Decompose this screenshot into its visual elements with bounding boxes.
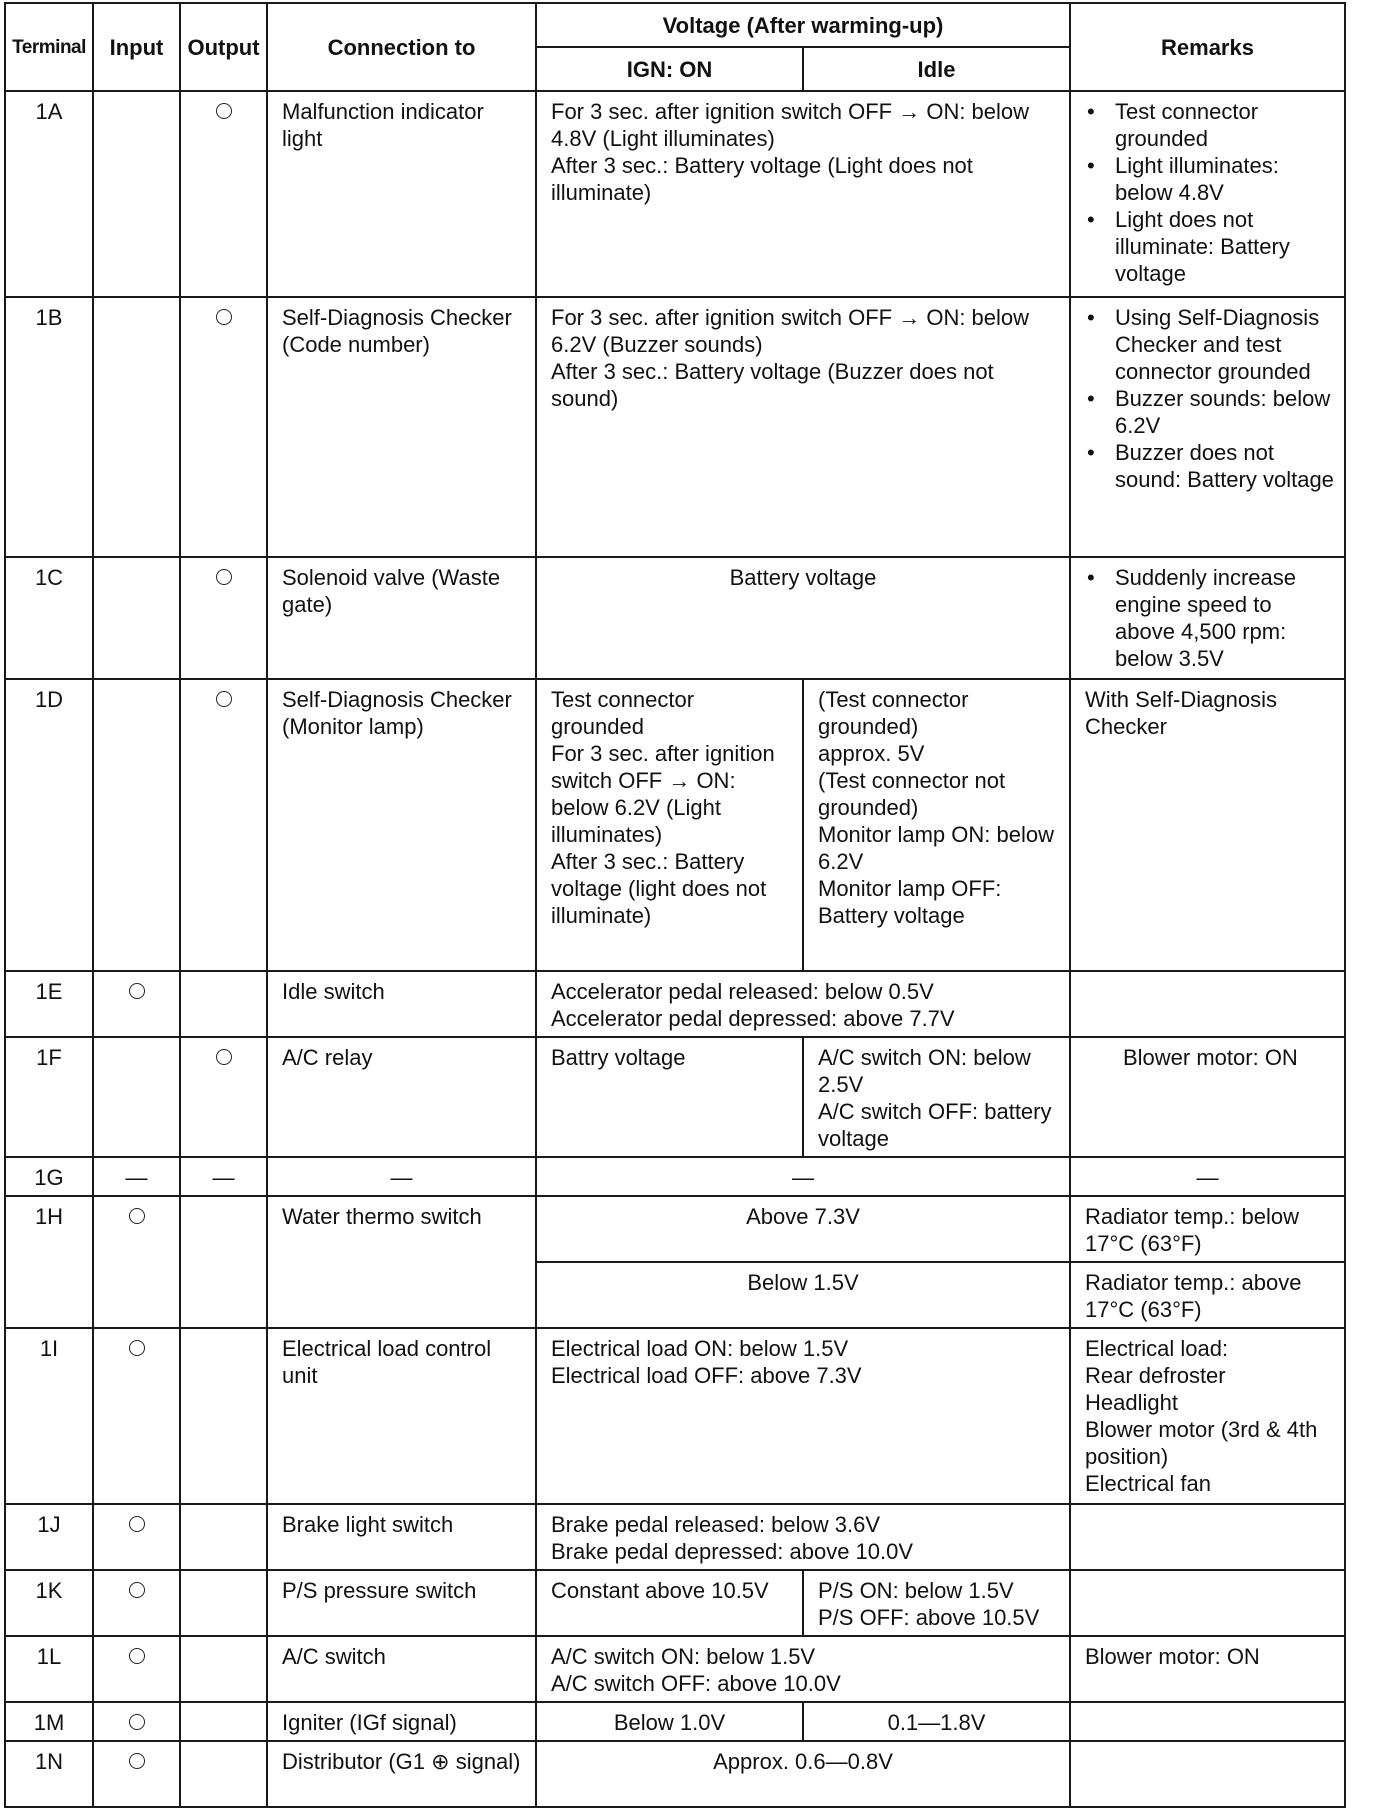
voltage-cell: For 3 sec. after ignition switch OFF → ON: below 4.8V (Light illuminates) After 3 sec.: Battery voltage (Light does not illuminate) xyxy=(536,91,1070,297)
table-row xyxy=(5,971,1345,1037)
input-cell xyxy=(93,1570,180,1636)
terminal-cell: 1C xyxy=(5,557,93,679)
output-cell xyxy=(180,1196,267,1328)
input-circle-icon xyxy=(129,1340,145,1356)
input-cell xyxy=(93,1328,180,1504)
remarks-cell xyxy=(1070,1504,1345,1570)
table-row xyxy=(5,1702,1345,1741)
input-circle-icon xyxy=(129,983,145,999)
idle-cell: 0.1—1.8V xyxy=(803,1702,1070,1741)
remarks-cell xyxy=(1070,297,1345,557)
remark-item: • Suddenly increase engine speed to above 4,500 rpm: below 3.5V xyxy=(1115,564,1334,672)
output-cell xyxy=(180,1037,267,1157)
input-cell xyxy=(93,1702,180,1741)
connection-cell: Self-Diagnosis Checker (Code number) xyxy=(267,297,536,557)
table-row xyxy=(5,1196,1345,1262)
voltage-cell: Approx. 0.6—0.8V xyxy=(536,1741,1070,1807)
input-cell xyxy=(93,971,180,1037)
voltage-cell: For 3 sec. after ignition switch OFF → ON: below 6.2V (Buzzer sounds) After 3 sec.: Battery voltage (Buzzer does not sound) xyxy=(536,297,1070,557)
remark-item: • Light does not illuminate: Battery voltage xyxy=(1115,206,1334,287)
remarks-cell xyxy=(1070,1702,1345,1741)
ecu-terminal-table xyxy=(4,2,1346,1808)
table-row xyxy=(5,1037,1345,1157)
remark-item: • Test connector grounded xyxy=(1115,98,1334,152)
remarks-cell: Radiator temp.: above 17°C (63°F) xyxy=(1070,1262,1345,1328)
voltage-cell: Battery voltage xyxy=(536,557,1070,679)
connection-cell: Solenoid valve (Waste gate) xyxy=(267,557,536,679)
output-cell xyxy=(180,1328,267,1504)
output-cell xyxy=(180,91,267,297)
connection-cell: P/S pressure switch xyxy=(267,1570,536,1636)
remark-item: • Buzzer sounds: below 6.2V xyxy=(1115,385,1334,439)
voltage-cell: A/C switch ON: below 1.5V A/C switch OFF: above 10.0V xyxy=(536,1636,1070,1702)
connection-cell: Malfunction indicator light xyxy=(267,91,536,297)
connection-cell: Idle switch xyxy=(267,971,536,1037)
remarks-cell: — xyxy=(1070,1157,1345,1196)
output-cell xyxy=(180,1702,267,1741)
voltage-cell: Accelerator pedal released: below 0.5V Accelerator pedal depressed: above 7.7V xyxy=(536,971,1070,1037)
header-row xyxy=(5,3,1345,47)
header-voltage: Voltage (After warming-up) xyxy=(536,3,1070,47)
header-output: Output xyxy=(180,3,267,91)
output-cell xyxy=(180,557,267,679)
remarks-cell xyxy=(1070,971,1345,1037)
input-cell xyxy=(93,557,180,679)
connection-cell: — xyxy=(267,1157,536,1196)
input-cell xyxy=(93,297,180,557)
output-circle-icon xyxy=(216,691,232,707)
connection-cell: A/C relay xyxy=(267,1037,536,1157)
ign-on-cell: Test connector grounded For 3 sec. after ignition switch OFF → ON: below 6.2V (Light illuminates) After 3 sec.: Battery voltage (light does not illuminate) xyxy=(536,679,803,971)
terminal-cell: 1F xyxy=(5,1037,93,1157)
voltage-cell: Above 7.3V xyxy=(536,1196,1070,1262)
input-circle-icon xyxy=(129,1582,145,1598)
ign-on-cell: Constant above 10.5V xyxy=(536,1570,803,1636)
connection-cell: Self-Diagnosis Checker (Monitor lamp) xyxy=(267,679,536,971)
voltage-cell: — xyxy=(536,1157,1070,1196)
idle-cell: P/S ON: below 1.5V P/S OFF: above 10.5V xyxy=(803,1570,1070,1636)
table-row xyxy=(5,1570,1345,1636)
input-circle-icon xyxy=(129,1714,145,1730)
header-idle: Idle xyxy=(803,47,1070,91)
table-row xyxy=(5,679,1345,971)
remarks-cell xyxy=(1070,1741,1345,1807)
terminal-cell: 1B xyxy=(5,297,93,557)
output-cell xyxy=(180,297,267,557)
table-row xyxy=(5,1741,1345,1807)
input-cell xyxy=(93,1741,180,1807)
input-cell xyxy=(93,1196,180,1328)
table-row xyxy=(5,297,1345,557)
voltage-cell: Electrical load ON: below 1.5V Electrical load OFF: above 7.3V xyxy=(536,1328,1070,1504)
header-remarks: Remarks xyxy=(1070,3,1345,91)
header-input: Input xyxy=(93,3,180,91)
remarks-cell xyxy=(1070,557,1345,679)
output-circle-icon xyxy=(216,1049,232,1065)
table-row xyxy=(5,1328,1345,1504)
remark-item: • Buzzer does not sound: Battery voltage xyxy=(1115,439,1334,493)
input-circle-icon xyxy=(129,1516,145,1532)
connection-cell: Electrical load control unit xyxy=(267,1328,536,1504)
terminal-cell: 1M xyxy=(5,1702,93,1741)
table-row xyxy=(5,557,1345,679)
connection-cell: Distributor (G1 ⊕ signal) xyxy=(267,1741,536,1807)
input-cell xyxy=(93,1504,180,1570)
terminal-cell: 1K xyxy=(5,1570,93,1636)
connection-cell: Brake light switch xyxy=(267,1504,536,1570)
terminal-cell: 1D xyxy=(5,679,93,971)
remarks-list xyxy=(1085,304,1334,493)
output-cell: — xyxy=(180,1157,267,1196)
terminal-cell: 1A xyxy=(5,91,93,297)
output-cell xyxy=(180,1741,267,1807)
terminal-cell: 1L xyxy=(5,1636,93,1702)
output-cell xyxy=(180,1504,267,1570)
voltage-cell: Below 1.5V xyxy=(536,1262,1070,1328)
table-row xyxy=(5,1504,1345,1570)
ign-on-cell: Below 1.0V xyxy=(536,1702,803,1741)
remarks-cell: Blower motor: ON xyxy=(1070,1037,1345,1157)
input-circle-icon xyxy=(129,1208,145,1224)
input-cell xyxy=(93,1037,180,1157)
remark-item: • Using Self-Diagnosis Checker and test connector grounded xyxy=(1115,304,1334,385)
idle-cell: (Test connector grounded) approx. 5V (Test connector not grounded) Monitor lamp ON: below 6.2V Monitor lamp OFF: Battery voltage xyxy=(803,679,1070,971)
header-terminal: Terminal xyxy=(5,3,93,91)
idle-cell: A/C switch ON: below 2.5V A/C switch OFF: battery voltage xyxy=(803,1037,1070,1157)
remarks-cell: With Self-Diagnosis Checker xyxy=(1070,679,1345,971)
output-circle-icon xyxy=(216,103,232,119)
terminal-cell: 1N xyxy=(5,1741,93,1807)
ign-on-cell: Battry voltage xyxy=(536,1037,803,1157)
header-connection: Connection to xyxy=(267,3,536,91)
output-cell xyxy=(180,971,267,1037)
remarks-cell xyxy=(1070,91,1345,297)
remarks-list xyxy=(1085,98,1334,287)
remarks-cell xyxy=(1070,1570,1345,1636)
table-row xyxy=(5,91,1345,297)
remark-item: • Light illuminates: below 4.8V xyxy=(1115,152,1334,206)
remarks-cell: Blower motor: ON xyxy=(1070,1636,1345,1702)
input-circle-icon xyxy=(129,1753,145,1769)
terminal-cell: 1J xyxy=(5,1504,93,1570)
input-circle-icon xyxy=(129,1648,145,1664)
remarks-list xyxy=(1085,564,1334,672)
output-circle-icon xyxy=(216,309,232,325)
terminal-cell: 1H xyxy=(5,1196,93,1328)
output-circle-icon xyxy=(216,569,232,585)
input-cell xyxy=(93,679,180,971)
table-row xyxy=(5,1157,1345,1196)
remarks-cell: Radiator temp.: below 17°C (63°F) xyxy=(1070,1196,1345,1262)
connection-cell: Igniter (IGf signal) xyxy=(267,1702,536,1741)
output-cell xyxy=(180,1636,267,1702)
output-cell xyxy=(180,1570,267,1636)
input-cell xyxy=(93,1636,180,1702)
voltage-cell: Brake pedal released: below 3.6V Brake pedal depressed: above 10.0V xyxy=(536,1504,1070,1570)
input-cell xyxy=(93,91,180,297)
terminal-cell: 1I xyxy=(5,1328,93,1504)
terminal-cell: 1E xyxy=(5,971,93,1037)
header-ign-on: IGN: ON xyxy=(536,47,803,91)
table-row xyxy=(5,1636,1345,1702)
remarks-cell: Electrical load: Rear defroster Headlight Blower motor (3rd & 4th position) Electrical fan xyxy=(1070,1328,1345,1504)
terminal-cell: 1G xyxy=(5,1157,93,1196)
connection-cell: A/C switch xyxy=(267,1636,536,1702)
output-cell xyxy=(180,679,267,971)
connection-cell: Water thermo switch xyxy=(267,1196,536,1328)
input-cell: — xyxy=(93,1157,180,1196)
